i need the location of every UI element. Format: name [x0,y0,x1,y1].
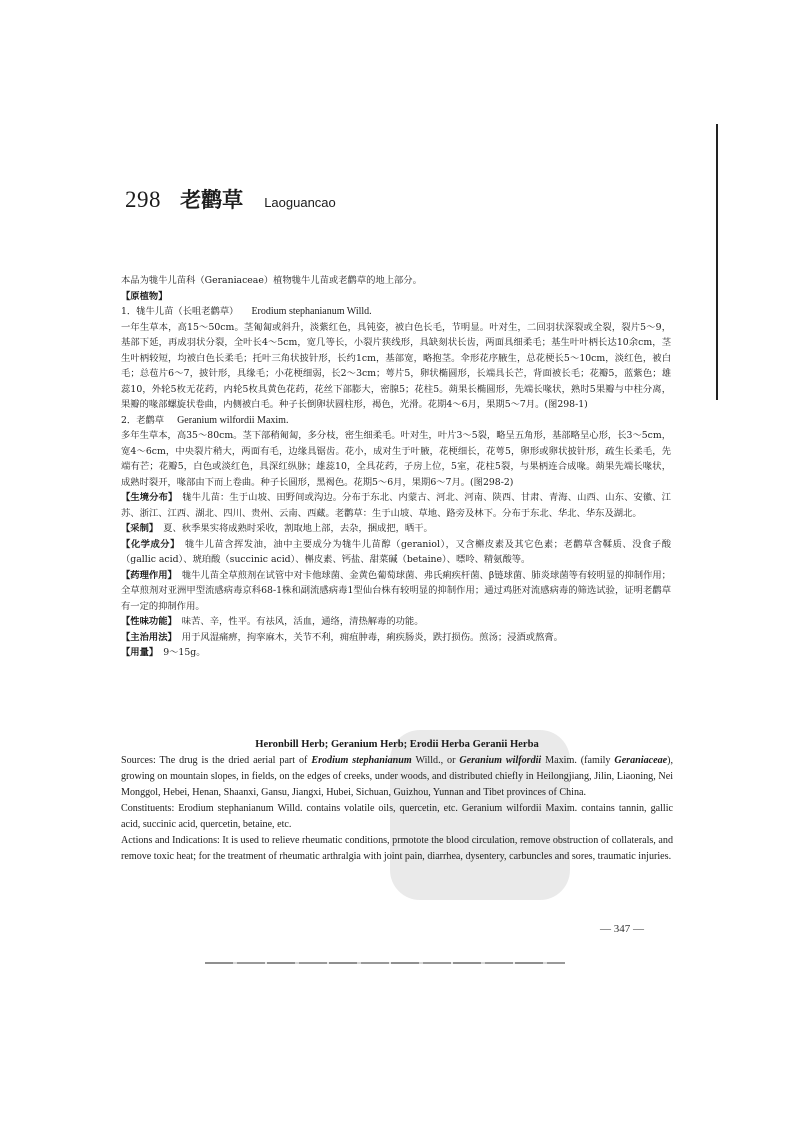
section-label-pharmacology: 【药理作用】 [121,569,177,581]
english-text-block [121,737,673,865]
sources-text-c: Maxim. (family [541,755,615,766]
plant1-heading: 1．牻牛儿苗（长咀老鹳草） [121,306,239,317]
section-label-habitat: 【生境分布】 [121,492,178,503]
section-label-collect: 【采制】 [121,523,159,534]
entry-heading [125,184,336,214]
page-edge-line [716,124,718,400]
english-constituents: Constituents: Erodium stephanianum Willd. contains volatile oils, quercetin, etc. Geranium wilfordii Maxim. contains tannin, gallic acid, succinic acid, quercetin, betaine, etc. [121,803,673,830]
chinese-text-block [121,273,671,661]
sources-text-a: Sources: The drug is the dried aerial part of [121,755,312,766]
sources-species-1: Erodium stephanianum [311,755,412,766]
plant2-heading: 2．老鹳草 [121,414,165,426]
chemistry-paragraph [121,537,671,568]
collect-text: 夏、秋季果实将成熟时采收，割取地上部，去杂，捆成把，晒干。 [163,523,433,534]
usage-paragraph [121,630,671,646]
english-actions: Actions and Indications: It is used to relieve rheumatic conditions, prmotote the blood circulation, remove obstruction of collaterals, and remove toxic heat; for the treatment of rheumatic arthralgia with joint pain, diarrhea, dysentery, carbuncles and sores, traumatic injuries. [121,835,673,862]
entry-title-chinese: 老鹳草 [180,188,244,212]
intro-paragraph: 本品为牻牛儿苗科（Geraniaceae）植物牻牛儿苗或老鹳草的地上部分。 [121,275,422,286]
plant2-description: 多年生草本，高35～80cm。茎下部稍匍匐，多分枝，密生细柔毛。叶对生，叶片3～5裂，略呈五角形，基部略呈心形，长3～5cm，宽4～6cm，中央裂片稍大，两面有毛，边缘具锯齿。花小，成对生于叶腋，花梗细长，花萼5，卵形或卵状披针形，疏生长柔毛，先端有芒；花瓣5，白色或淡红色，具深红纵脉；雄蕊10，全具花药，子房上位，5室，花柱5裂，与果柄连合成喙。蒴果先端长喙状，成熟时裂开，喙部由下而上卷曲。种子长圆形，黑褐色。花期5～6月，果期6～7月。(图298-2) [121,430,671,488]
chemistry-text: 牻牛儿苗含挥发油，油中主要成分为牻牛儿苗醇（geraniol），又含槲皮素及其它色素；老鹳草含鞣质、没食子酸（gallic acid）、琥珀酸（succinic acid）、槲皮素、钙盐、甜菜碱（betaine）、嘌呤、精氨酸等。 [121,538,671,565]
bottom-scan-line [205,962,565,964]
section-label-usage: 【主治用法】 [121,631,177,643]
plant2-heading-line [121,413,671,429]
usage-text: 用于风湿痛痹，拘挛麻木，关节不利，痈疽肿毒，痢疾肠炎，跌打损伤。煎汤；浸酒或熬膏。 [181,631,563,643]
section-label-origin: 【原植物】 [121,290,168,302]
pharmacology-paragraph [121,568,671,615]
page-number: — 347 — [600,923,644,935]
sources-family: Geraniaceae [614,755,668,766]
dose-text: 9～15g。 [163,647,206,658]
english-title: Heronbill Herb; Geranium Herb; Erodii Herba Geranii Herba [255,739,539,750]
taste-text: 味苦、辛，性平。有祛风，活血，通络，清热解毒的功能。 [181,616,424,627]
habitat-text: 牻牛儿苗：生于山坡、田野间或沟边。分布于东北、内蒙古、河北、河南、陕西、甘肃、青海、山西、山东、安徽、江苏、浙江、江西、湖北、四川、贵州、云南、西藏。老鹳草：生于山坡、草地、路旁及林下。分布于东北、华北、华东及湖北。 [121,492,671,519]
section-label-chemistry: 【化学成分】 [121,538,180,550]
sources-text-d: ), growing on mountain slopes, in fields, on the edges of creeks, under woods, and distributed chiefly in Heilongjiang, Jilin, Liaoning, Nei Monggol, Hebei, Henan, Shaanxi, Gansu, Jiangxi, Hubei, Sichuan, Guizhou, Yunnan and Tibet provinces of China. [121,755,673,798]
plant1-description: 一年生草本，高15～50cm。茎匍匐或斜升，淡紫红色，具钝姿，被白色长毛，节明显。叶对生，二回羽状深裂或全裂，裂片5～9，基部下延，再成羽状分裂，全叶长4～5cm，宽几等长，小裂片狭线形，具缺刻状长齿，两面具细柔毛；基生叶叶柄长达10余cm，茎生叶柄较短，均被白色长柔毛；托叶三角状披针形，长约1cm，基部宽，略抱茎。伞形花序腋生，总花梗长5～10cm，淡红色，被白毛；总苞片6～7，披针形，具缘毛；小花梗细弱，长2～3cm；萼片5，卵状椭圆形，长端具长芒，背面被长毛；花瓣5，蓝紫色；雄蕊10，外轮5枚无花药，内轮5枚具黄色花药，花丝下部膨大，密腺5；花柱5。蒴果长椭圆形，先端长喙状，熟时5果瓣与中柱分离，果瓣的喙部螺旋状卷曲，内侧被白毛。种子长倒卵状圆柱形，褐色，光滑。花期4～6月，果期5～7月。(图298-1) [121,321,671,410]
english-sources [121,753,673,801]
sources-text-b: Willd., or [411,755,460,766]
habitat-paragraph [121,490,671,521]
section-label-dose: 【用量】 [121,647,159,658]
entry-number: 298 [125,187,161,212]
entry-title-pinyin: Laoguancao [264,195,336,210]
sources-species-2: Geranium wilfordii [459,755,542,766]
collect-paragraph [121,521,671,537]
pharmacology-text: 牻牛儿苗全草煎剂在试管中对卡他球菌、金黄色葡萄球菌、弗氏痢疾杆菌、β链球菌、肺炎球菌等有较明显的抑制作用；全草煎剂对亚洲甲型流感病毒京科68-1株和副流感病毒1型仙台株有较明显的抑制作用；通过鸡胚对流感病毒的筛选试验，证明老鹳草有一定的抑制作用。 [121,569,671,612]
plant1-latin-name: Erodium stephanianum Willd. [251,306,372,317]
plant1-heading-line [121,304,671,320]
dose-paragraph [121,645,671,661]
plant2-latin-name: Geranium wilfordii Maxim. [177,414,289,426]
taste-paragraph [121,614,671,630]
section-label-taste: 【性味功能】 [121,616,177,627]
